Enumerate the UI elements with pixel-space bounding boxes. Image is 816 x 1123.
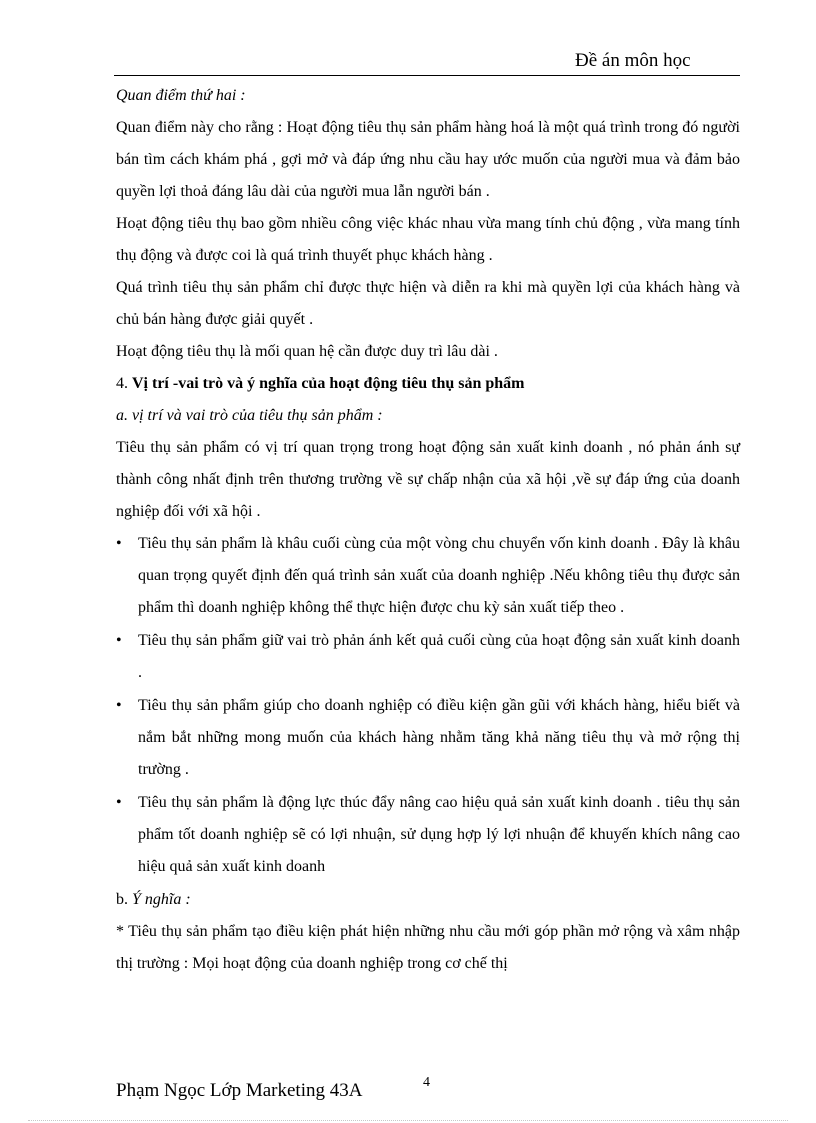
list-item-text: Tiêu thụ sản phẩm giữ vai trò phản ánh kết quả cuối cùng của hoạt động sản xuất kinh doanh . [138,632,740,681]
section-heading-4 [116,368,740,400]
header-title: Đề án môn học [575,50,691,71]
footer-author: Phạm Ngọc Lớp Marketing 43A [116,1080,363,1101]
list-item-text: Tiêu thụ sản phẩm là khâu cuối cùng của một vòng chu chuyển vốn kinh doanh . Đây là khâu quan trọng quyết định đến quá trình sản xuất của doanh nghiệp .Nếu không tiêu thụ được sản phẩm thì doanh nghiệp không thể thực hiện được chu kỳ sản xuất tiếp theo . [138,535,740,616]
list-item [116,528,740,624]
bullet-list [116,528,740,883]
paragraph-relationship: Hoạt động tiêu thụ là mối quan hệ cần được duy trì lâu dài . [116,343,498,360]
list-item [116,625,740,689]
paragraph-position: Tiêu thụ sản phẩm có vị trí quan trọng trong hoạt động sản xuất kinh doanh , nó phản ánh sự thành công nhất định trên thương trường về sự chấp nhận của xã hội ,về sự đáp ứng của doanh nghiệp đối với xã hội . [116,439,740,520]
section-number: 4. [116,375,132,392]
section-title: Vị trí -vai trò và ý nghĩa của hoạt động tiêu thụ sản phẩm [132,375,525,392]
paragraph-meaning: * Tiêu thụ sản phẩm tạo điều kiện phát hiện những nhu cầu mới góp phần mở rộng và xâm nhập thị trường : Mọi hoạt động của doanh nghiệp trong cơ chế thị [116,923,740,972]
subsection-b-heading [116,884,740,916]
list-item-text: Tiêu thụ sản phẩm là động lực thúc đẩy nâng cao hiệu quả sản xuất kinh doanh . tiêu thụ sản phẩm tốt doanh nghiệp sẽ có lợi nhuận, sử dụng hợp lý lợi nhuận để khuyến khích nâng cao hiệu quả sản xuất kinh doanh [138,794,740,875]
bullet-icon: • [116,697,122,714]
subsection-b-prefix: b. [116,891,132,908]
subsection-b-title: Ý nghĩa : [132,891,191,908]
bullet-icon: • [116,632,122,649]
page-bottom-divider [28,1120,788,1121]
paragraph-viewpoint-title: Quan điểm thứ hai : [116,87,246,104]
bullet-icon: • [116,794,122,811]
header-rule [114,75,740,76]
bullet-icon: • [116,535,122,552]
list-item [116,787,740,883]
paragraph-process: Quá trình tiêu thụ sản phẩm chỉ được thực hiện và diễn ra khi mà quyền lợi của khách hàng và chủ bán hàng được giải quyết . [116,279,740,328]
paragraph-viewpoint-body: Quan điểm này cho rằng : Hoạt động tiêu thụ sản phẩm hàng hoá là một quá trình trong đó người bán tìm cách khám phá , gợi mở và đáp ứng nhu cầu hay ước muốn của người mua và đảm bảo quyền lợi thoả đáng lâu dài của người mua lẫn người bán . [116,119,740,200]
list-item-text: Tiêu thụ sản phẩm giúp cho doanh nghiệp có điều kiện gần gũi với khách hàng, hiểu biết và nắm bắt những mong muốn của khách hàng nhằm tăng khả năng tiêu thụ và mở rộng thị trường . [138,697,740,778]
subsection-a-heading: a. vị trí và vai trò của tiêu thụ sản phẩm : [116,407,383,424]
page-number: 4 [423,1075,430,1090]
paragraph-activities: Hoạt động tiêu thụ bao gồm nhiều công việc khác nhau vừa mang tính chủ động , vừa mang tính thụ động và được coi là quá trình thuyết phục khách hàng . [116,215,740,264]
list-item [116,690,740,786]
page-content [116,80,740,980]
